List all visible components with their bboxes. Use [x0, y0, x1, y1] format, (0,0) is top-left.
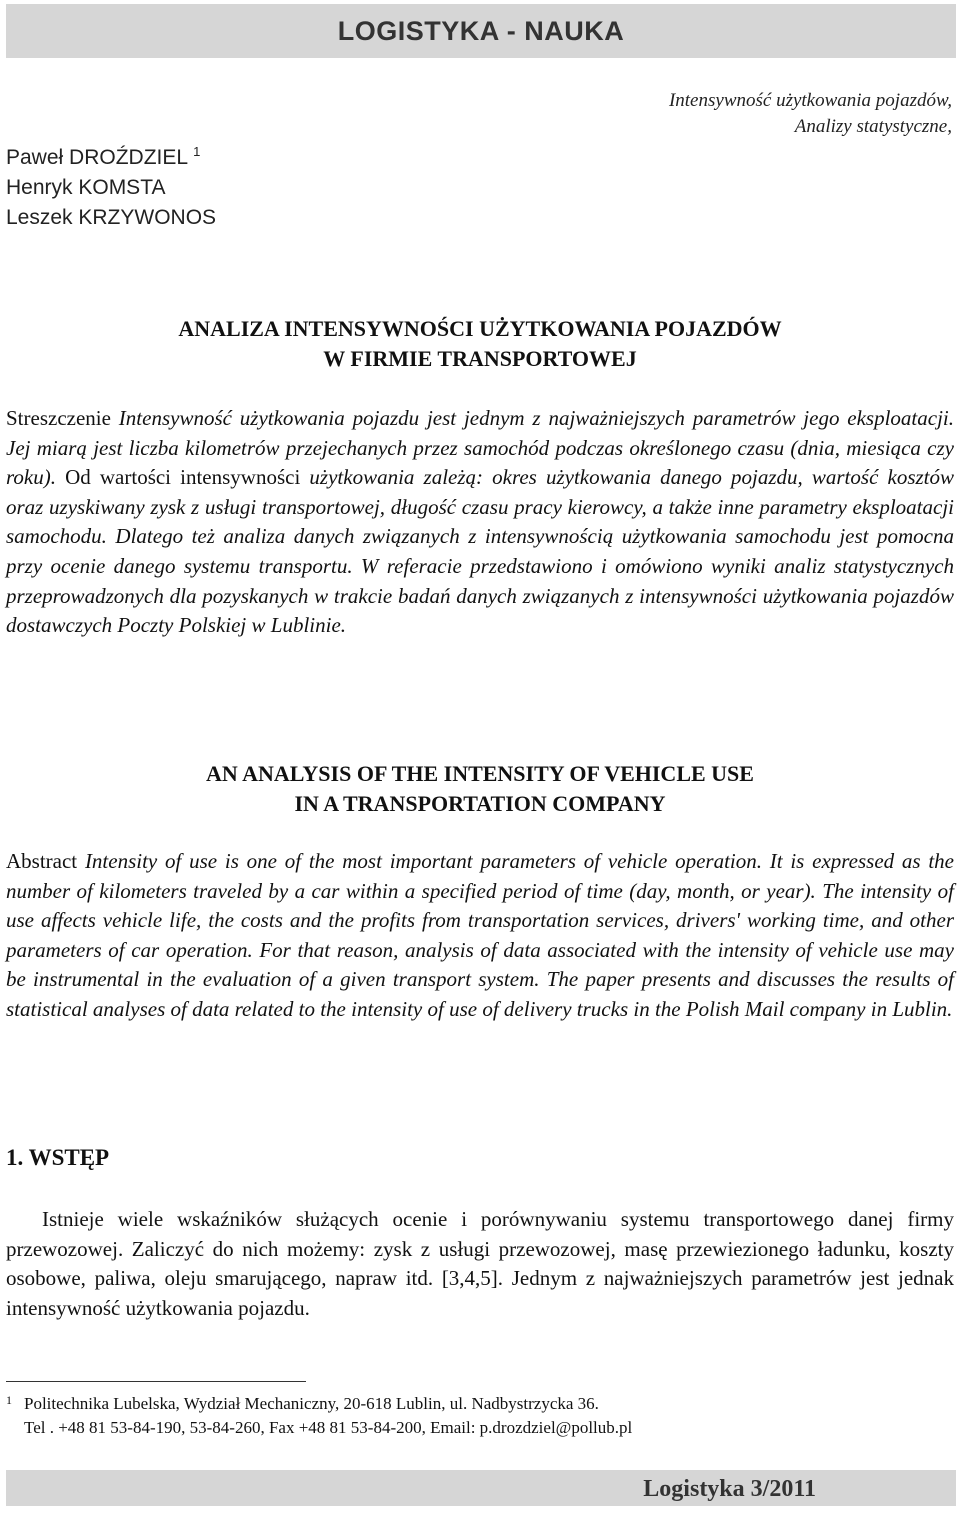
abstract-en: Abstract Intensity of use is one of the most important parameters of vehicle operation. It is expressed as the number of kilometers traveled by a car within a specified period of time (day, month, or year). The intensity of use affects vehicle life, the costs and the profits from transportation services, drivers' working time, and other parameters of car operation. For that reason, analysis of data associated with the intensity of vehicle use may be instrumental in the evaluation of a given transport system. The paper presents and discusses the results of statistical analyses of data related to the intensity of use of delivery trucks in the Polish Mail company in Lublin.	[6, 849, 955, 1021]
abstract-pl: Streszczenie Intensywność użytkowania pojazdu jest jednym z najważniejszych parametrów jego eksploatacji. Jej miarą jest liczba kilometrów przejechanych przez samochód podczas określonego czasu (dnia, miesiąca czy roku). Od wartości intensywności użytkowania zależą: okres użytkowania danego pojazdu, wartość kosztów oraz uzyskiwany zysk z usługi transportowej, długość czasu pracy kierowcy, a także inne parametry eksploatacji samochodu. Dlatego też analiza danych związanych z intensywnością użytkowania samochodu jest pomocna przy ocenie danego systemu transportu. W referacie przedstawiono i omówiono wyniki analiz statystycznych przeprowadzonych dla pozyskanych w trakcie badań danych związanych z intensywności użytkowania pojazdów dostawczych Poczty Polskiej w Lublinie.	[6, 406, 955, 638]
author-list	[6, 137, 216, 233]
keyword: Analizy statystyczne,	[794, 116, 952, 137]
footnote-mark: 1	[193, 144, 201, 159]
journal-header: LOGISTYKA - NAUKA	[337, 15, 625, 46]
abstract-label: Abstract	[6, 849, 78, 873]
journal-header-band	[6, 4, 956, 58]
footnote-contact: Tel . +48 81 53-84-190, 53-84-260, Fax +48 81 53-84-200, Email: p.drozdziel@pollub.pl	[24, 1418, 633, 1437]
paper-title-pl: ANALIZA INTENSYWNOŚCI UŻYTKOWANIA POJAZDÓW W FIRMIE TRANSPORTOWEJ	[178, 316, 782, 371]
section-heading: 1. WSTĘP	[6, 1145, 110, 1170]
abstract-label: Streszczenie	[6, 406, 111, 430]
footnote	[6, 1392, 946, 1440]
author: Henryk KOMSTA	[6, 176, 166, 199]
footnote-mark: 1	[6, 1393, 12, 1407]
section-body: Istnieje wiele wskaźników służących ocenie i porównywaniu systemu transportowego danej firmy przewozowej. Zaliczyć do nich możemy: zysk z usługi przewozowej, masę przewiezionego ładunku, koszty osobowe, paliwa, oleju smarującego, napraw itd. [3,4,5]. Jednym z najważniejszych parametrów jest jednak intensywność użytkowania pojazdu.	[6, 1207, 954, 1320]
keyword: Intensywność użytkowania pojazdów,	[668, 90, 952, 111]
footnote-affiliation: Politechnika Lubelska, Wydział Mechaniczny, 20-618 Lublin, ul. Nadbystrzycka 36.	[24, 1394, 599, 1413]
journal-issue: Logistyka 3/2011	[643, 1476, 816, 1502]
footer-band	[6, 1470, 956, 1506]
paper-title-en: AN ANALYSIS OF THE INTENSITY OF VEHICLE USE IN A TRANSPORTATION COMPANY	[206, 761, 754, 816]
author: Paweł DROŹDZIEL $^1$	[6, 144, 201, 169]
author: Leszek KRZYWONOS	[6, 206, 217, 229]
keywords	[669, 88, 952, 140]
footnote-divider	[6, 1381, 306, 1382]
